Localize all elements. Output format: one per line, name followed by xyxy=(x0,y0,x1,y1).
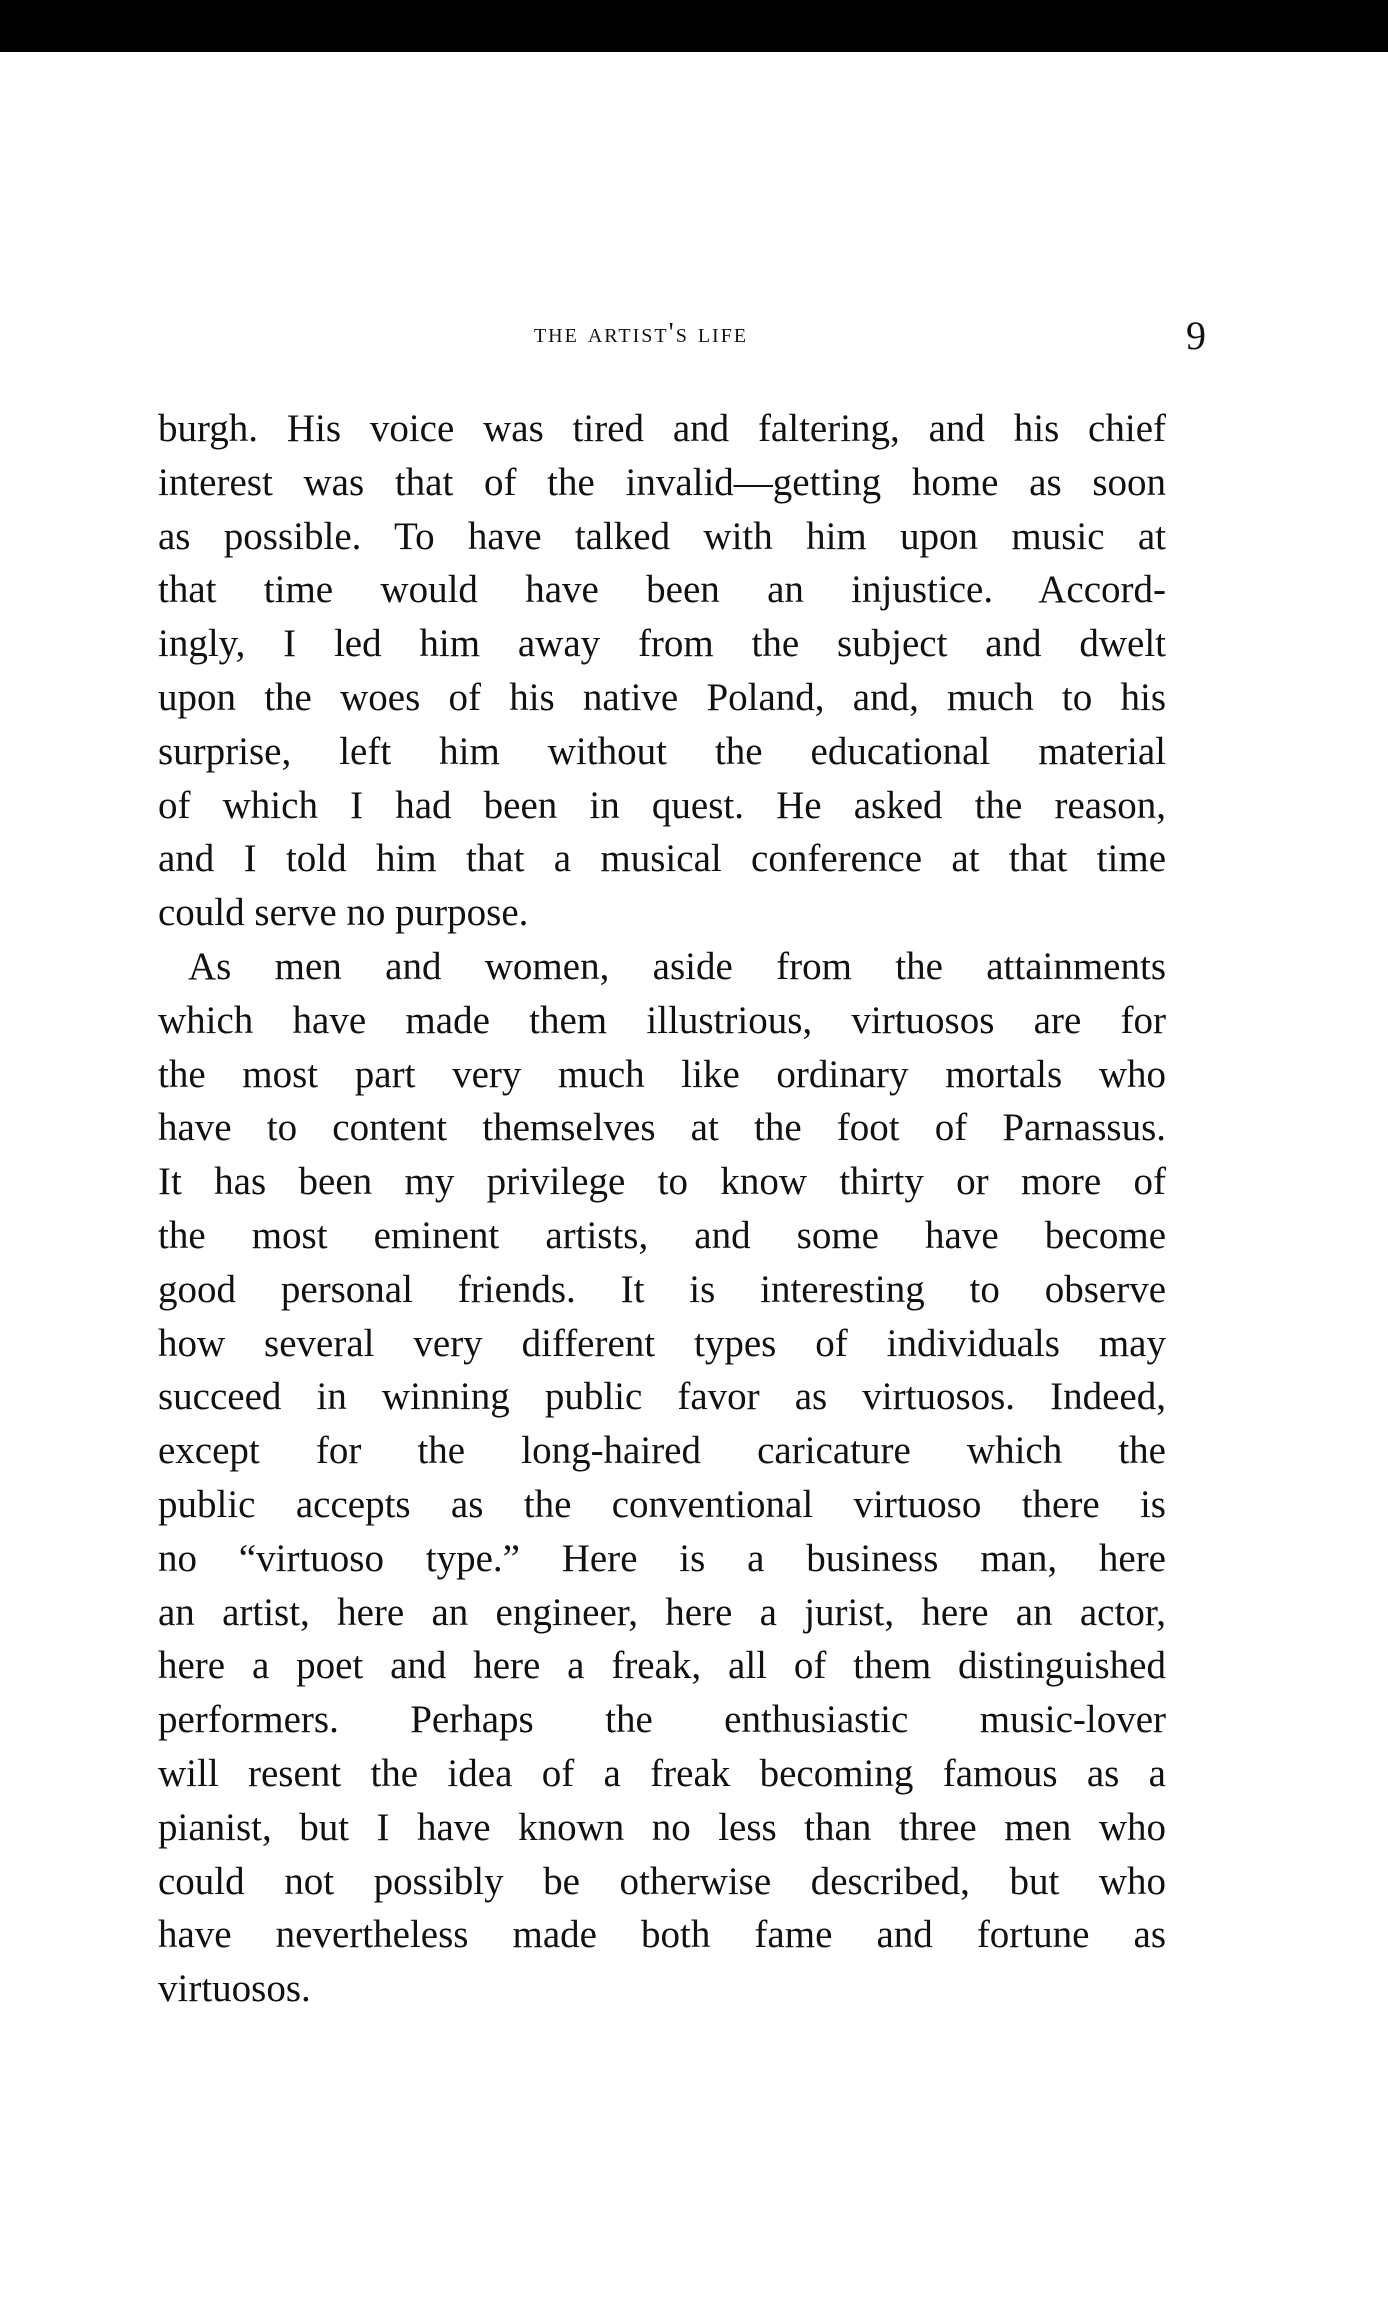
text-line: as possible. To have talked with him upon music at xyxy=(158,514,1166,558)
running-head xyxy=(0,312,1388,362)
text-line: have to content themselves at the foot of Parnassus. xyxy=(158,1106,1166,1150)
text-line: performers. Perhaps the enthusiastic music-lover xyxy=(158,1698,1166,1742)
text-line: public accepts as the conventional virtuoso there is xyxy=(158,1482,1166,1526)
text-line: good personal friends. It is interesting to observe xyxy=(158,1267,1166,1311)
text-line: burgh. His voice was tired and faltering, and his chief xyxy=(158,407,1166,450)
text-line: surprise, left him without the educational material xyxy=(158,729,1166,773)
text-line: of which I had been in quest. He asked the reason, xyxy=(158,783,1166,827)
text-line: which have made them illustrious, virtuosos are for xyxy=(158,998,1166,1042)
text-line: how several very different types of individuals may xyxy=(158,1321,1166,1365)
text-line: It has been my privilege to know thirty or more of xyxy=(158,1160,1166,1204)
text-line: and I told him that a musical conference at that time xyxy=(158,837,1166,881)
text-line: the most eminent artists, and some have become xyxy=(158,1213,1166,1257)
text-line: will resent the idea of a freak becoming famous as a xyxy=(158,1751,1166,1795)
text-line: could not possibly be otherwise described, but who xyxy=(158,1859,1166,1903)
text-line: ingly, I led him away from the subject and dwelt xyxy=(158,622,1166,666)
text-line: interest was that of the invalid—getting home as soon xyxy=(158,460,1166,504)
text-line: succeed in winning public favor as virtuosos. Indeed, xyxy=(158,1375,1166,1419)
text-line: have nevertheless made both fame and fortune as xyxy=(158,1913,1166,1957)
paragraph xyxy=(158,940,1166,2016)
text-line: pianist, but I have known no less than three men who xyxy=(158,1805,1166,1849)
text-line: As men and women, aside from the attainments xyxy=(188,944,1166,988)
running-title: the artist's life xyxy=(533,318,749,349)
text-line: except for the long-haired caricature which the xyxy=(158,1429,1166,1473)
text-line: no “virtuoso type.” Here is a business man, here xyxy=(158,1536,1166,1580)
text-line: here a poet and here a freak, all of them distinguished xyxy=(158,1644,1166,1688)
scan-top-border xyxy=(0,0,1388,52)
paragraph xyxy=(158,402,1166,940)
text-line: virtuosos. xyxy=(158,1967,311,2011)
text-line: an artist, here an engineer, here a jurist, here an actor, xyxy=(158,1590,1166,1634)
page-number: 9 xyxy=(1186,313,1206,358)
text-line: could serve no purpose. xyxy=(158,891,529,935)
text-line: the most part very much like ordinary mortals who xyxy=(158,1052,1166,1096)
text-line: that time would have been an injustice. Accord- xyxy=(158,568,1166,612)
body-text xyxy=(158,402,1166,2016)
text-line: upon the woes of his native Poland, and, much to his xyxy=(158,675,1166,719)
